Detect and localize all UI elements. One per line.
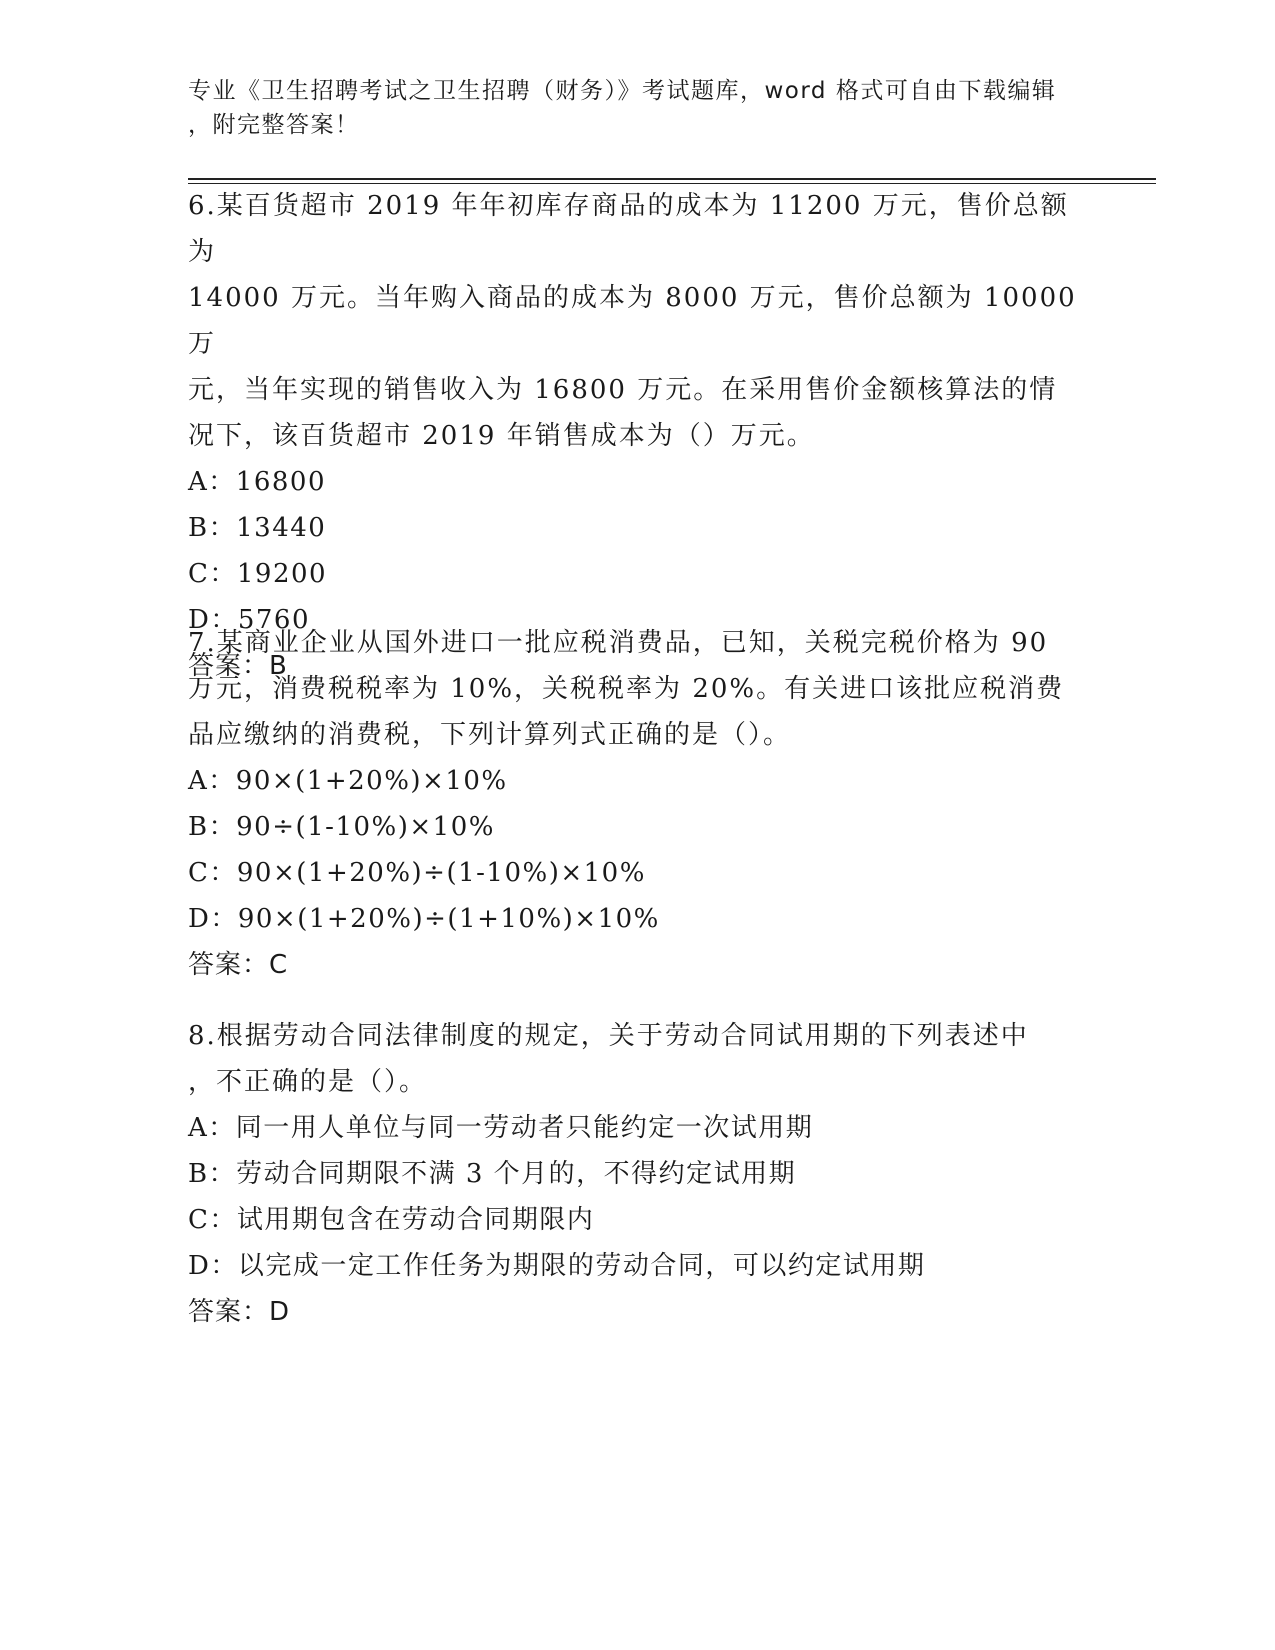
option-a: A：90×(1+20%)×10% (188, 766, 508, 796)
answer: 答案：D (188, 1297, 291, 1327)
question-text-line: 况下，该百货超市 2019 年销售成本为（）万元。 (188, 421, 815, 451)
option-a: A：同一用人单位与同一劳动者只能约定一次试用期 (188, 1113, 814, 1143)
answer: 答案：C (188, 950, 289, 980)
question-8 (188, 1013, 1088, 1335)
option-d: D：90×(1+20%)÷(1+10%)×10% (188, 904, 660, 934)
option-b: B：13440 (188, 513, 327, 543)
option-d: D：以完成一定工作任务为期限的劳动合同，可以约定试用期 (188, 1251, 926, 1281)
question-text-line: 6.某百货超市 2019 年年初库存商品的成本为 11200 万元，售价总额为 (188, 191, 1069, 267)
option-d: D：5760 (188, 605, 311, 635)
option-b: B：劳动合同期限不满 3 个月的，不得约定试用期 (188, 1159, 797, 1189)
answer: 答案：B (188, 651, 288, 681)
question-6 (188, 183, 1088, 689)
question-text-line: 8.根据劳动合同法律制度的规定，关于劳动合同试用期的下列表述中 (188, 1021, 1029, 1051)
option-c: C：试用期包含在劳动合同期限内 (188, 1205, 595, 1235)
question-text-line: 7.某商业企业从国外进口一批应税消费品，已知，关税完税价格为 90 (188, 628, 1049, 658)
option-c: C：19200 (188, 559, 328, 589)
question-text-line: 万元，消费税税率为 10%，关税税率为 20%。有关进口该批应税消费 (188, 674, 1065, 704)
header-line-1: 专业《卫生招聘考试之卫生招聘（财务）》考试题库，word 格式可自由下载编辑 (188, 78, 1057, 104)
header-divider-thick (188, 178, 1156, 180)
question-text-line: ，不正确的是（）。 (188, 1067, 428, 1097)
document-header (188, 74, 1068, 142)
option-b: B：90÷(1-10%)×10% (188, 812, 495, 842)
option-c: C：90×(1+20%)÷(1-10%)×10% (188, 858, 646, 888)
question-text-line: 14000 万元。当年购入商品的成本为 8000 万元，售价总额为 10000 万 (188, 283, 1077, 359)
question-7 (188, 620, 1088, 988)
option-a: A：16800 (188, 467, 326, 497)
question-text-line: 元，当年实现的销售收入为 16800 万元。在采用售价金额核算法的情 (188, 375, 1058, 405)
question-text-line: 品应缴纳的消费税，下列计算列式正确的是（）。 (188, 720, 792, 750)
header-line-2: ，附完整答案！ (188, 112, 360, 138)
